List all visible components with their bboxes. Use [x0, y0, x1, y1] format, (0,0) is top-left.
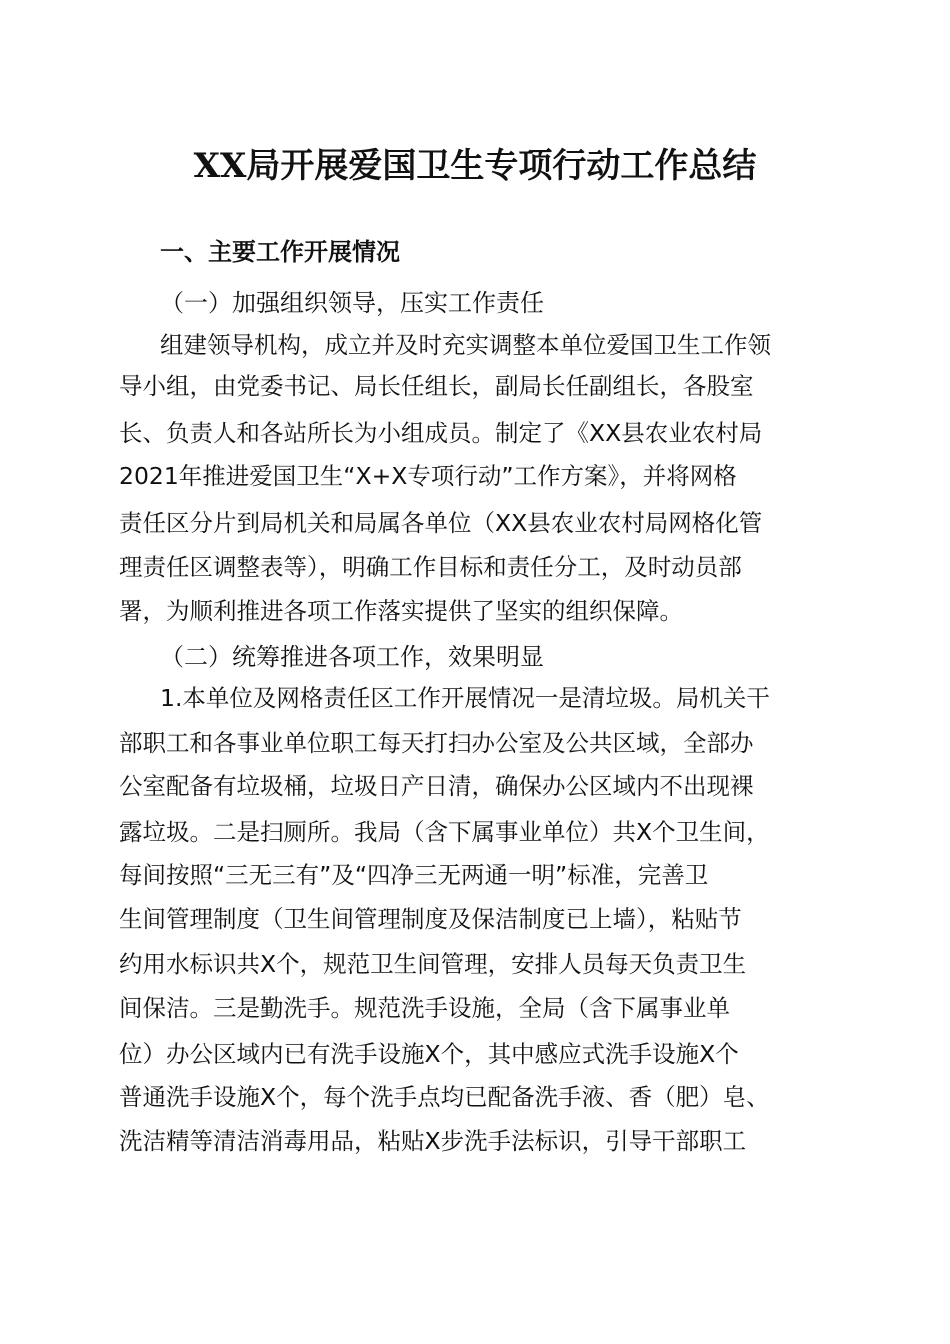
subsection-heading-organization: （一）加强组织领导，压实工作责任	[160, 289, 544, 317]
paragraph-line: 2021年推进爱国卫生“X+X专项行动”工作方案》，并将网格	[119, 462, 737, 490]
paragraph-line: 露垃圾。二是扫厕所。我局（含下属事业单位）共X个卫生间，	[119, 818, 770, 846]
document-title: XX局开展爱国卫生专项行动工作总结	[193, 146, 757, 186]
paragraph-line: 责任区分片到局机关和局属各单位（XX县农业农村局网格化管	[119, 509, 763, 537]
subsection-heading-coordination: （二）统筹推进各项工作，效果明显	[160, 643, 544, 671]
paragraph-line: 长、负责人和各站所长为小组成员。制定了《XX县农业农村局	[119, 419, 763, 447]
paragraph-line: 组建领导机构，成立并及时充实调整本单位爱国卫生工作领	[160, 331, 771, 359]
paragraph-line: 公室配备有垃圾桶，垃圾日产日清，确保办公区域内不出现裸	[119, 772, 754, 800]
paragraph-line: 生间管理制度（卫生间管理制度及保洁制度已上墙），粘贴节	[119, 905, 742, 933]
paragraph-line: 1.本单位及网格责任区工作开展情况一是清垃圾。局机关干	[160, 684, 770, 712]
paragraph-line: 导小组，由党委书记、局长任组长，副局长任副组长，各股室	[119, 372, 754, 400]
paragraph-line: 洗洁精等清洁消毒用品，粘贴X步洗手法标识，引导干部职工	[119, 1127, 747, 1155]
paragraph-line: 位）办公区域内已有洗手设施X个，其中感应式洗手设施X个	[119, 1040, 739, 1068]
paragraph-line: 间保洁。三是勤洗手。规范洗手设施，全局（含下属事业单	[119, 994, 730, 1022]
paragraph-line: 每间按照“三无三有”及“四净三无两通一明”标准，完善卫	[119, 861, 709, 889]
paragraph-line: 理责任区调整表等），明确工作目标和责任分工，及时动员部	[119, 553, 742, 581]
paragraph-line: 普通洗手设施X个，每个洗手点均已配备洗手液、香（肥）皂、	[119, 1083, 770, 1111]
paragraph-line: 约用水标识共X个，规范卫生间管理，安排人员每天负责卫生	[119, 950, 747, 978]
section-heading-main-work: 一、主要工作开展情况	[160, 238, 400, 266]
paragraph-line: 部职工和各事业单位职工每天打扫办公室及公共区域，全部办	[119, 729, 754, 757]
paragraph-line: 署，为顺利推进各项工作落实提供了坚实的组织保障。	[119, 597, 683, 625]
